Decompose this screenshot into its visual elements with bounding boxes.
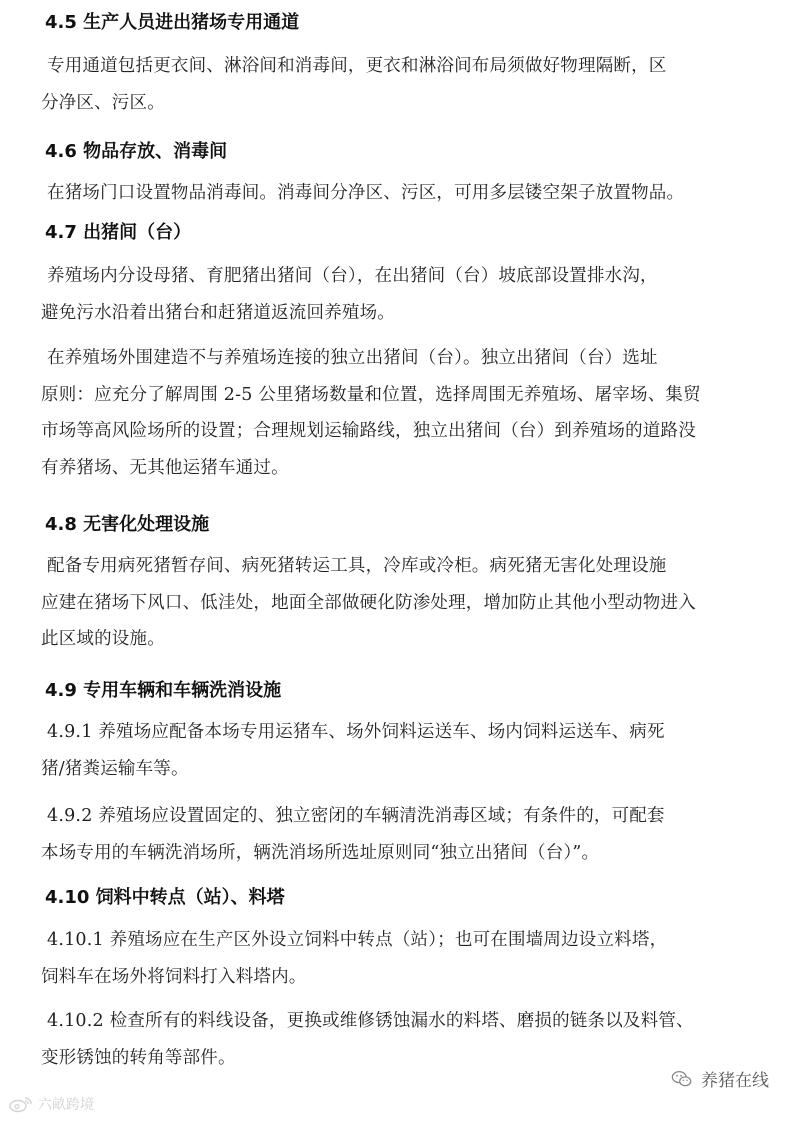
- section-4-7-paragraph-1: [41, 258, 788, 331]
- weibo-logo-icon: [8, 1095, 34, 1113]
- text-line: 4.9.1 养殖场应配备本场专用运猪车、场外饲料运送车、场内饲料运送车、病死: [47, 722, 665, 742]
- text-line: 分净区、污区。: [41, 92, 165, 113]
- text-line: 4.10.1 养殖场应在生产区外设立饲料中转点（站）；也可在围墙周边设立料塔，: [47, 930, 668, 950]
- wechat-logo-icon: [671, 1068, 693, 1090]
- weibo-watermark: [8, 1094, 94, 1114]
- text-line: 避免污水沿着出猪台和赶猪道返流回养殖场。: [41, 302, 395, 323]
- weibo-account-name: 六畝跨境: [38, 1097, 94, 1113]
- text-line: 原则：应充分了解周围 2-5 公里猪场数量和位置，选择周围无养殖场、屠宰场、集贸: [41, 384, 701, 405]
- text-line: 配备专用病死猪暂存间、病死猪转运工具，冷库或冷柜。病死猪无害化处理设施: [47, 556, 667, 576]
- section-heading-4-5: 4.5 生产人员进出猪场专用通道: [45, 12, 300, 33]
- section-heading-4-6: 4.6 物品存放、消毒间: [45, 141, 228, 162]
- text-line: 有养猪场、无其他运猪车通过。: [41, 457, 289, 478]
- section-heading-4-10: 4.10 饲料中转点（站）、料塔: [45, 887, 285, 908]
- section-4-9-paragraph-2: [41, 798, 788, 871]
- section-heading-4-7: 4.7 出猪间（台）: [45, 222, 192, 243]
- text-line: 猪/猪粪运输车等。: [41, 758, 189, 779]
- text-line: 饲料车在场外将饲料打入料塔内。: [41, 966, 307, 987]
- text-line: 在养殖场外围建造不与养殖场连接的独立出猪间（台）。独立出猪间（台）选址: [47, 348, 658, 368]
- section-heading-4-9: 4.9 专用车辆和车辆洗消设施: [45, 680, 282, 701]
- text-line: 专用通道包括更衣间、淋浴间和消毒间，更衣和淋浴间布局须做好物理隔断，区: [47, 56, 667, 76]
- text-line: 4.10.2 检查所有的料线设备，更换或维修锈蚀漏水的料塔、磨损的链条以及料管、: [47, 1011, 694, 1031]
- text-line: 此区域的设施。: [41, 629, 165, 649]
- section-4-7-paragraph-2: [41, 340, 788, 486]
- text-line: 4.9.2 养殖场应设置固定的、独立密闭的车辆清洗消毒区域；有条件的，可配套: [47, 806, 665, 826]
- text-line: 本场专用的车辆洗消场所，辆洗消场所选址原则同“独立出猪间（台）”。: [41, 842, 600, 863]
- wechat-account-name: 养猪在线: [701, 1071, 769, 1091]
- text-line: 在猪场门口设置物品消毒间。消毒间分净区、污区，可用多层镂空架子放置物品。: [47, 183, 685, 203]
- text-line: 应建在猪场下风口、低洼处，地面全部做硬化防渗处理，增加防止其他小型动物进入: [41, 592, 696, 613]
- section-heading-4-8: 4.8 无害化处理设施: [45, 514, 210, 535]
- wechat-watermark: [671, 1066, 769, 1091]
- text-line: 变形锈蚀的转角等部件。: [41, 1047, 236, 1068]
- section-4-5-paragraph-1: [41, 48, 788, 121]
- section-4-8-paragraph-1: [41, 548, 788, 658]
- section-4-9-paragraph-1: [41, 714, 788, 787]
- section-4-10-paragraph-1: [41, 922, 788, 995]
- text-line: 养殖场内分设母猪、育肥猪出猪间（台），在出猪间（台）坡底部设置排水沟，: [47, 266, 658, 286]
- section-4-6-paragraph-1: [44, 175, 788, 212]
- text-line: 市场等高风险场所的设置；合理规划运输路线，独立出猪间（台）到养殖场的道路没: [41, 421, 696, 441]
